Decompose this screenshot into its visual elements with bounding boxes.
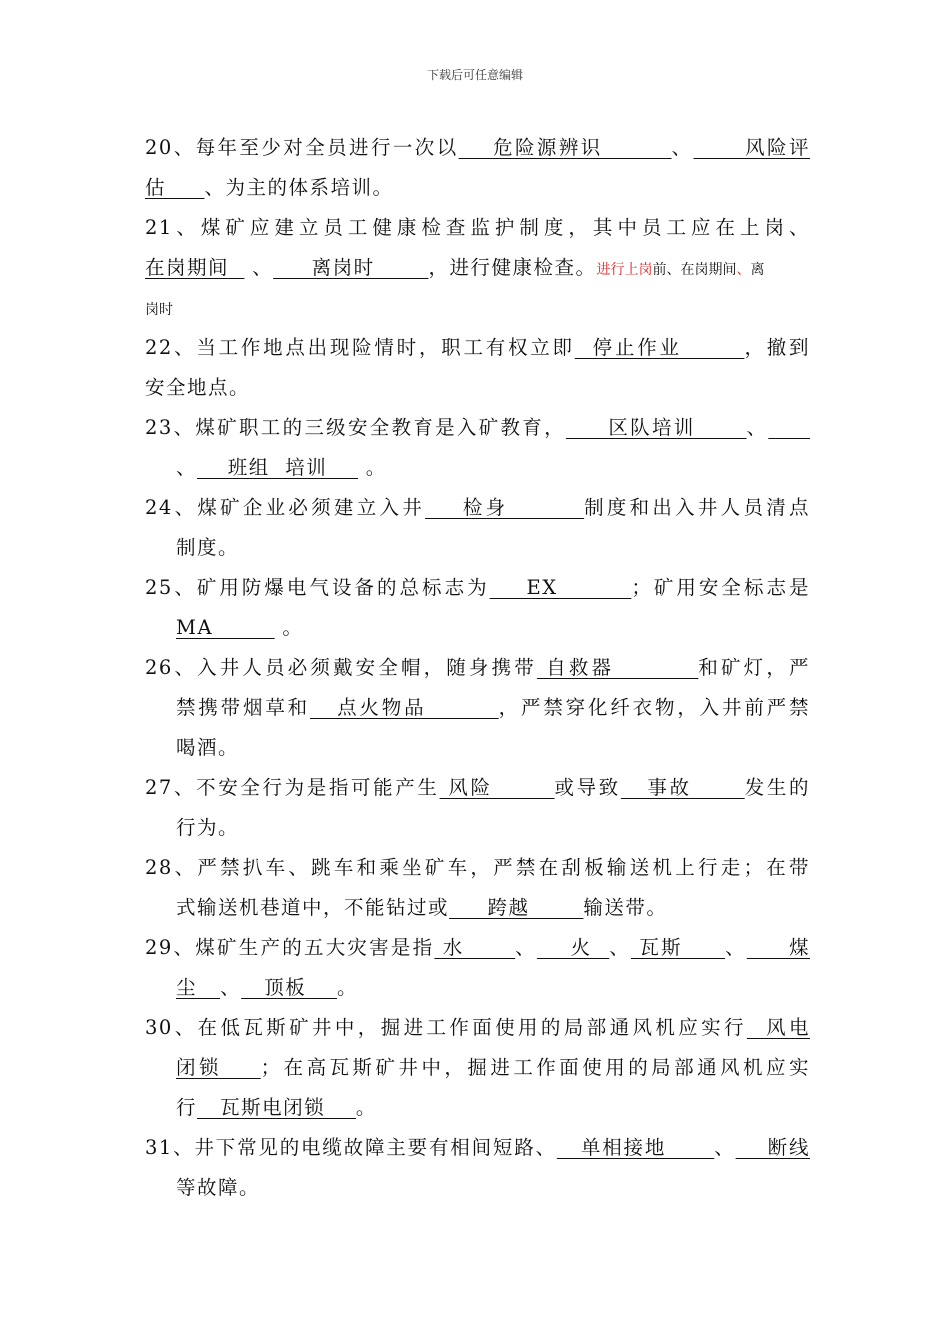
answer-blank: 自救器 [536, 656, 699, 679]
q25-line1: 25、矿用防爆电气设备的总标志为 EX ；矿用安全标志是 [145, 576, 810, 599]
answer-blank: 风险 [439, 776, 555, 799]
q29-line1: 29、煤矿生产的五大灾害是指 水 、 火 、 瓦斯 、 煤 [145, 936, 810, 959]
q24-line1: 24、煤矿企业必须建立入井 检身 制度和出入井人员清点 [145, 496, 810, 519]
q24-line2: 制度。 [176, 536, 240, 559]
answer-blank: 离岗时 [273, 256, 429, 279]
answer-blank: 事故 [620, 776, 745, 799]
answer-blank: 单相接地 [556, 1136, 715, 1159]
q26-line2: 禁携带烟草和 点火物品 ，严禁穿化纤衣物，入井前严禁 [176, 696, 810, 719]
answer-blank: 停止作业 [574, 336, 745, 359]
answer-blank: 在岗期间 [145, 256, 245, 279]
answer-blank: 检身 [425, 496, 585, 519]
answer-blank: 顶板 [241, 976, 338, 999]
q26-line1: 26、入井人员必须戴安全帽，随身携带 自救器 和矿灯，严 [145, 656, 810, 679]
answer-blank: EX [489, 576, 632, 599]
q22-line2: 安全地点。 [145, 376, 251, 399]
answer-blank: 尘 [176, 976, 221, 999]
answer-blank: MA [176, 616, 275, 639]
answer-blank: 瓦斯 [631, 936, 726, 959]
answer-blank: 断线 [735, 1136, 810, 1159]
answer-blank: 估 [145, 176, 205, 199]
q25-line2: MA 。 [176, 616, 304, 639]
q29-line2: 尘 、 顶板 。 [176, 976, 359, 999]
answer-blank: 班组 培训 [197, 456, 359, 479]
q30-line2: 闭锁 ；在高瓦斯矿井中，掘进工作面使用的局部通风机应实 [176, 1056, 810, 1079]
q27-line2: 行为。 [176, 816, 240, 839]
answer-note: 进行上岗 [596, 262, 653, 278]
q30-line1: 30、在低瓦斯矿井中，掘进工作面使用的局部通风机应实行 风电 [145, 1016, 810, 1039]
answer-blank: 火 [536, 936, 610, 959]
q31-line2: 等故障。 [176, 1176, 261, 1199]
q21-line1: 21、煤矿应建立员工健康检查监护制度，其中员工应在上岗、 [145, 216, 810, 239]
answer-blank: 瓦斯电闭锁 [197, 1096, 356, 1119]
q30-line3: 行 瓦斯电闭锁 。 [176, 1096, 377, 1119]
q26-line3: 喝酒。 [176, 736, 240, 759]
answer-blank: 煤 [746, 936, 810, 959]
answer-blank: 水 [434, 936, 516, 959]
answer-blank: 区队培训 [565, 416, 747, 439]
q23-line2: 、 班组 培训 。 [176, 456, 387, 479]
answer-blank [768, 416, 810, 439]
q31-line1: 31、井下常见的电缆故障主要有相间短路、 单相接地 、 断线 [145, 1136, 810, 1159]
answer-blank: 点火物品 [310, 696, 499, 719]
q21-line3: 岗时 [145, 302, 173, 318]
q28-line2: 式输送机巷道中，不能钻过或 跨越 输送带。 [176, 896, 668, 919]
q27-line1: 27、不安全行为是指可能产生 风险 或导致 事故 发生的 [145, 776, 810, 799]
q22-line1: 22、当工作地点出现险情时，职工有权立即 停止作业 ，撤到 [145, 336, 810, 359]
q23-line1: 23、煤矿职工的三级安全教育是入矿教育， 区队培训 、 [145, 408, 810, 448]
answer-blank: 闭锁 [176, 1056, 261, 1079]
q20-line2: 估 、为主的体系培训。 [145, 176, 394, 199]
q20-line1: 20、每年至少对全员进行一次以 危险源辨识 、 风险评 [145, 136, 810, 159]
answer-blank: 跨越 [449, 896, 584, 919]
answer-blank: 危险源辨识 [458, 136, 672, 159]
answer-blank: 风电 [746, 1016, 810, 1039]
q28-line1: 28、严禁扒车、跳车和乘坐矿车，严禁在刮板输送机上行走；在带 [145, 856, 810, 879]
answer-blank: 风险评 [693, 136, 810, 159]
q21-line2: 在岗期间 、 离岗时 ，进行健康检查。进行上岗前、在岗期间、离 [145, 256, 765, 279]
page-header: 下载后可任意编辑 [426, 68, 523, 82]
